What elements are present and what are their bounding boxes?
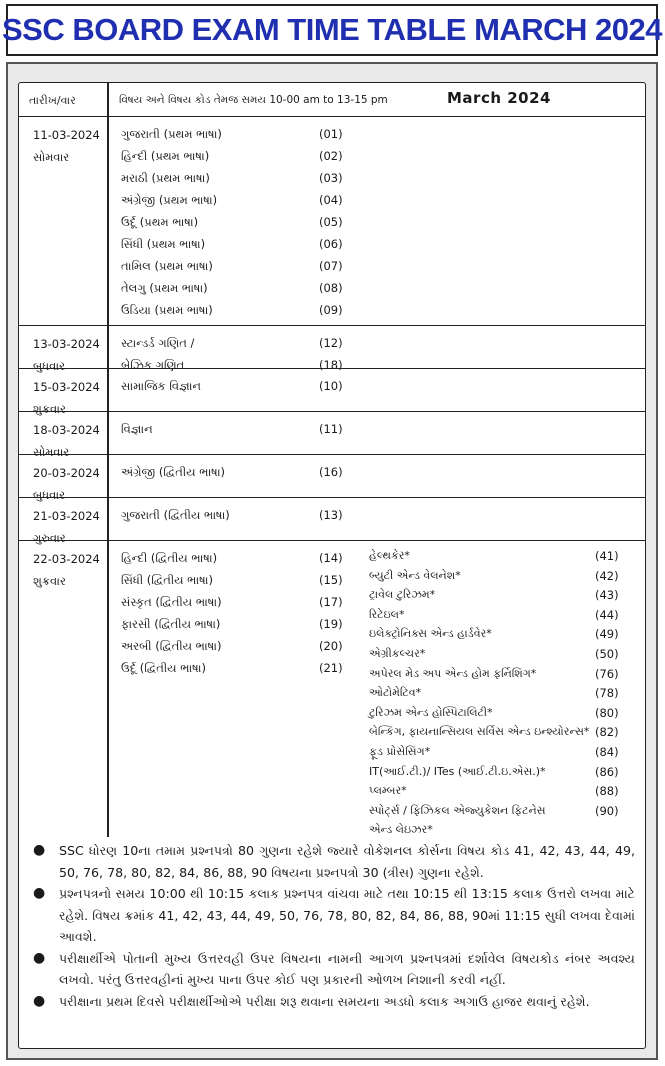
- note-item: [19, 883, 645, 948]
- subject-name: બેઝિક ગણિત: [121, 358, 185, 372]
- vocational-subject-name: રિટેઇલ*: [369, 607, 405, 621]
- subject-name: ફારસી (દ્વિતીય ભાષા): [121, 617, 221, 631]
- vocational-subject-code: (84): [595, 745, 619, 759]
- vocational-subject-name: પ્લમ્બર*: [369, 784, 407, 798]
- vocational-subject-name: ટુરિઝમ એન્ડ હોસ્પિટાલિટી*: [369, 705, 493, 719]
- vocational-subject-name: એગ્રીકલ્ચર*: [369, 647, 426, 660]
- exam-date: 22-03-2024: [33, 552, 100, 566]
- timetable-card: [18, 82, 646, 1049]
- exam-date: 20-03-2024: [33, 466, 100, 480]
- subject-name: ગુજરાતી (દ્વિતીય ભાષા): [121, 508, 230, 522]
- exam-date: 13-03-2024: [33, 337, 100, 351]
- bullet-icon: ●: [33, 949, 46, 966]
- exam-day: સોમવાર: [33, 445, 70, 459]
- note-text: પ્રશ્નપત્રનો સમય 10:00 થી 10:15 કલાક પ્રશ્નપત્ર વાંચવા માટે તથા 10:15 થી 13:15 કલાક ઉત્તરો લખવા માટે રહેશે. વિષય ક્રમાંક 41, 42, 43, 44, 49, 50, 76, 78, 80, 82, 84, 86, 88, 90માં 11:15 સુધી લખવા દેવામાં આવશે.: [59, 886, 635, 944]
- title-box: [1, 4, 663, 56]
- table-row: [19, 117, 645, 326]
- subject-column-header: વિષય અને વિષય કોડ તેમજ સમય 10-00 am to 13-15 pm: [119, 94, 388, 106]
- subject-code: (04): [319, 193, 343, 207]
- bullet-icon: ●: [33, 885, 46, 901]
- vocational-subject-name: ઇલેક્ટ્રોનિક્સ એન્ડ હાર્ડવેર*: [369, 627, 492, 641]
- subject-code: (14): [319, 551, 343, 565]
- subject-code: (10): [319, 379, 343, 393]
- vocational-subject-code: (50): [595, 647, 619, 661]
- subject-name: અંગ્રેજી (પ્રથમ ભાષા): [121, 193, 218, 207]
- table-row: [19, 369, 645, 416]
- subject-code: (19): [319, 617, 343, 631]
- table-row: [19, 498, 645, 545]
- vocational-subject-code: (41): [595, 549, 619, 563]
- vocational-subject-name: IT(આઈ.ટી.)/ ITes (આઈ.ટી.ઇ.એસ.)*: [369, 764, 546, 778]
- subject-code: (18): [319, 358, 343, 372]
- notes-list: [19, 840, 645, 1012]
- vocational-subject-name: ટ્રાવેલ ટુરિઝમ*: [369, 588, 436, 602]
- subject-name: તેલગુ (પ્રથમ ભાષા): [121, 281, 208, 295]
- timetable: [19, 83, 645, 841]
- month-label: March 2024: [447, 89, 551, 107]
- subject-code: (03): [319, 171, 343, 185]
- note-text: પરીક્ષાના પ્રથમ દિવસે પરીક્ષાર્થીઓએ પરીક્ષા શરૂ થવાના સમયના અડધો કલાક અગાઉ હાજર થવાનું રહેશે.: [59, 993, 590, 1009]
- subject-name: સિંધી (દ્વિતીય ભાષા): [121, 573, 213, 587]
- subject-code: (20): [319, 639, 343, 653]
- exam-day: સોમવાર: [33, 150, 70, 164]
- vocational-subject-code: (43): [595, 588, 619, 603]
- subject-name: હિન્દી (દ્વિતીય ભાષા): [121, 551, 218, 565]
- exam-date: 11-03-2024: [33, 128, 100, 142]
- vocational-subject-name: બેન્કિંગ, ફાયનાન્સિયલ સર્વિસ એન્ડ ઇન્શ્યોરન્સ*: [369, 725, 590, 739]
- subject-code: (21): [319, 661, 343, 675]
- table-row: [19, 326, 645, 373]
- vocational-subject-name: ફૂડ પ્રોસેસિંગ*: [369, 745, 431, 758]
- exam-day: બુધવાર: [33, 488, 66, 502]
- subject-name: ઉર્દૂ (પ્રથમ ભાષા): [121, 215, 199, 229]
- vocational-subject-name: અપેરલ મેડ અપ એન્ડ હોમ ફર્નિશિંગ*: [369, 666, 537, 680]
- vocational-subject-name: હેલ્થકેર*: [369, 549, 410, 562]
- note-item: [19, 948, 645, 991]
- subject-name: ઉડિયા (પ્રથમ ભાષા): [121, 303, 213, 317]
- subject-name: હિન્દી (પ્રથમ ભાષા): [121, 149, 210, 163]
- subject-code: (05): [319, 215, 343, 229]
- subject-name: તામિલ (પ્રથમ ભાષા): [121, 259, 213, 273]
- subject-code: (01): [319, 127, 343, 141]
- subject-code: (08): [319, 281, 343, 295]
- note-item: [19, 840, 645, 883]
- subject-name: સામાજિક વિજ્ઞાન: [121, 379, 201, 393]
- exam-day: બુધવાર: [33, 359, 66, 373]
- subject-name: અંગ્રેજી (દ્વિતીય ભાષા): [121, 465, 225, 479]
- vocational-subject-code: (86): [595, 764, 619, 779]
- subject-code: (02): [319, 149, 343, 163]
- note-item: [19, 991, 645, 1013]
- vocational-subject-name: એન્ડ લેઇઝર*: [369, 823, 433, 837]
- subject-name: ઉર્દૂ (દ્વિતીય ભાષા): [121, 661, 206, 675]
- vocational-subject-code: (82): [595, 725, 619, 740]
- vocational-subject-code: (49): [595, 627, 619, 642]
- subject-name: સિંધી (પ્રથમ ભાષા): [121, 237, 206, 251]
- note-text: SSC ધોરણ 10ના તમામ પ્રશ્નપત્રો 80 ગુણના રહેશે જ્યારે વોકેશનલ કોર્સના વિષય કોડ 41, 42, 43, 44, 49, 50, 76, 78, 80, 82, 84, 86, 88, 90 વિષયના પ્રશ્નપત્રો 30 (ત્રીસ) ગુણના રહેશે.: [59, 843, 635, 880]
- subject-code: (13): [319, 508, 343, 522]
- subject-code: (09): [319, 303, 343, 317]
- vocational-subject-code: (78): [595, 686, 619, 701]
- subject-code: (06): [319, 237, 343, 251]
- subject-code: (15): [319, 573, 343, 587]
- subject-code: (07): [319, 259, 343, 273]
- subject-name: વિજ્ઞાન: [121, 422, 153, 436]
- subject-name: મરાઠી (પ્રથમ ભાષા): [121, 171, 210, 185]
- exam-date: 18-03-2024: [33, 423, 100, 437]
- exam-date: 15-03-2024: [33, 380, 100, 394]
- vocational-subject-code: (44): [595, 607, 619, 622]
- bullet-icon: ●: [33, 842, 46, 858]
- vocational-subject-code: (42): [595, 568, 619, 583]
- page-title: SSC BOARD EXAM TIME TABLE MARCH 2024: [1, 12, 663, 47]
- vocational-subject-name: સ્પોર્ટ્સ / ફિઝિકલ એજ્યુકેશન ફિટનેસ: [369, 803, 546, 817]
- table-header: [19, 83, 645, 117]
- exam-date: 21-03-2024: [33, 509, 100, 523]
- subject-name: સ્ટાન્ડર્ડ ગણિત /: [121, 336, 195, 350]
- exam-day: ગુરુવાર: [33, 531, 66, 545]
- date-column-header: તારીખ/વાર: [29, 94, 76, 107]
- vocational-subject-code: (76): [595, 666, 619, 681]
- subject-code: (12): [319, 336, 343, 350]
- subject-code: (16): [319, 465, 343, 479]
- subject-name: ગુજરાતી (પ્રથમ ભાષા): [121, 127, 222, 141]
- vocational-subject-code: (88): [595, 784, 619, 799]
- vocational-subject-code: (90): [595, 803, 619, 818]
- vocational-subject-name: ઓટોમેટિવ*: [369, 686, 422, 700]
- exam-day: શુક્રવાર: [33, 402, 66, 416]
- vocational-subject-name: બ્યુટી એન્ડ વેલનેશ*: [369, 568, 461, 582]
- vocational-subject-code: (80): [595, 705, 619, 720]
- bullet-icon: ●: [33, 992, 46, 1009]
- table-row: [19, 455, 645, 502]
- exam-day: શુક્રવાર: [33, 574, 66, 588]
- subject-code: (11): [319, 422, 343, 436]
- subject-name: સંસ્કૃત (દ્વિતીય ભાષા): [121, 595, 222, 609]
- table-row: [19, 541, 645, 841]
- subject-name: અરબી (દ્વિતીય ભાષા): [121, 639, 222, 653]
- timetable-panel: [6, 62, 658, 1060]
- note-text: પરીક્ષાર્થીએ પોતાની મુખ્ય ઉત્તરવહી ઉપર વિષયના નામની આગળ પ્રશ્નપત્રમાં દર્શાવેલ વિષયકોડ નંબર અવશ્ય લખવો. પરંતુ ઉત્તરવહીનાં મુખ્ય પાના ઉપર કોઈ પણ પ્રકારની ઓળખ નિશાની કરવી નહીં.: [59, 950, 635, 987]
- table-row: [19, 412, 645, 459]
- subject-code: (17): [319, 595, 343, 609]
